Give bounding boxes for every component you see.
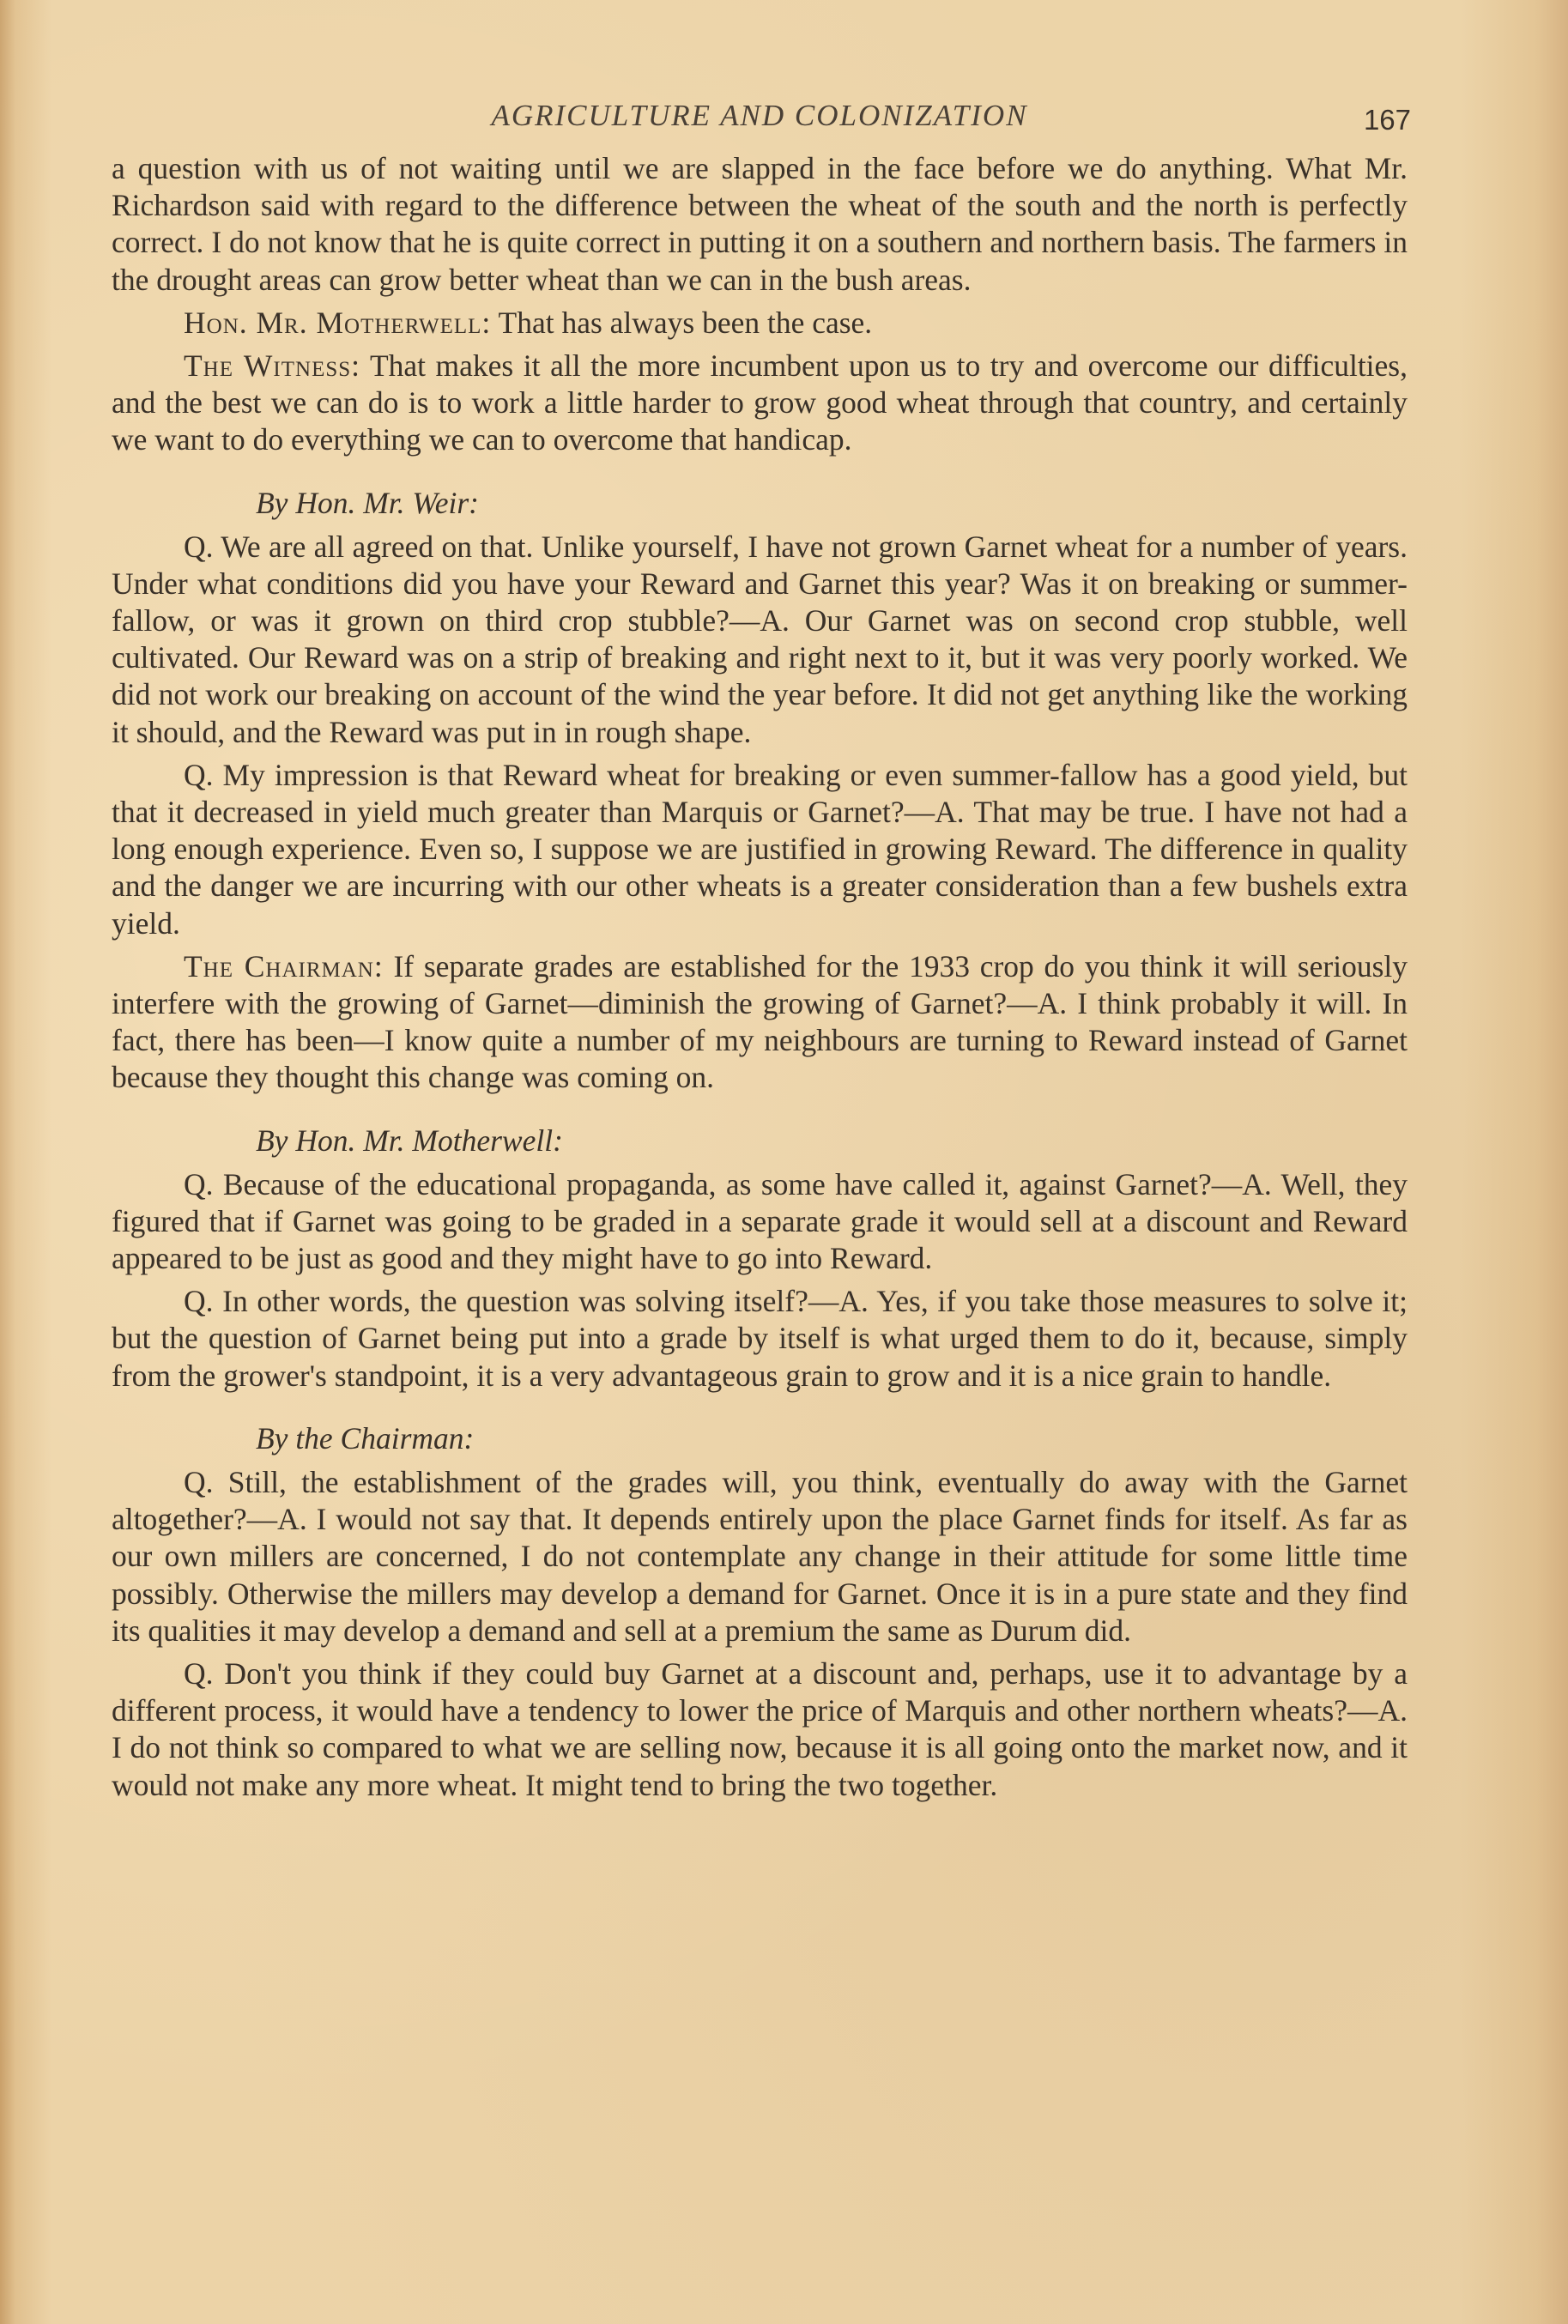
speaker-label: The Chairman: — [184, 948, 384, 983]
examiner-heading: By the Chairman: — [256, 1420, 475, 1456]
speech-text: That has always been the case. — [491, 305, 873, 340]
paragraph: a question with us of not waiting until we are slapped in the face before we do anything. What Mr. Richardson said with regard to the difference between the wheat of the south and the north is perfectly correct. I do not know that he is quite correct in putting it on a southern and northern basis. The farmers in the drought areas can grow better wheat than we can in the bush areas. — [112, 151, 1408, 297]
paragraph — [112, 305, 1408, 342]
speaker-label: The Witness: — [184, 348, 361, 384]
paragraph: Q. Still, the establishment of the grades will, you think, eventually do away with the Garnet altogether?—A. I would not say that. It depends entirely upon the place Garnet finds for itself. As far as our own millers are concerned, I do not contemplate any change in their attitude for some little time possibly. Otherwise the millers may develop a demand for Garnet. Once it is in a pure state and they find its qualities it may develop a demand and sell at a premium the same as Durum did. — [112, 1464, 1408, 1648]
paragraph: Q. We are all agreed on that. Unlike yourself, I have not grown Garnet wheat for a number of years. Under what conditions did you have your Reward and Garnet this year? Was it on breaking or summer-fallow, or was it grown on third crop stubble?—A. Our Garnet was on second crop stubble, well cultivated. Our Reward was on a strip of breaking and right next to it, but it was very poorly worked. We did not work our breaking on account of the wind the year before. It did not get anything like the working it should, and the Reward was put in in rough shape. — [112, 529, 1408, 749]
examiner-heading: By Hon. Mr. Weir: — [256, 485, 479, 520]
paragraph: Q. In other words, the question was solving itself?—A. Yes, if you take those measures to solve it; but the question of Garnet being put into a grade by itself is what urged them to do it, because, simply from the grower's standpoint, it is a very advantageous grain to grow and it is a nice grain to handle. — [112, 1284, 1408, 1393]
speech-text: That makes it all the more incumbent upon us to try and overcome our difficulties, and the best we can do is to work a little harder to grow good wheat through that country, and certainly we want to do everything we can to overcome that handicap. — [112, 348, 1408, 457]
paragraph: Q. My impression is that Reward wheat for breaking or even summer-fallow has a good yield, but that it decreased in yield much greater than Marquis or Garnet?—A. That may be true. I have not had a long enough experience. Even so, I suppose we are justified in growing Reward. The difference in quality and the danger we are incurring with our other wheats is a greater consideration than a few bushels extra yield. — [112, 757, 1408, 941]
body-text — [112, 150, 1408, 1804]
paragraph — [112, 348, 1408, 459]
page-number: 167 — [1363, 104, 1411, 136]
running-title: AGRICULTURE AND COLONIZATION — [491, 99, 1028, 132]
speaker-label: Hon. Mr. Motherwell: — [184, 305, 492, 340]
speech-text: If separate grades are established for the 1933 crop do you think it will seriously interfere with the growing of Garnet—diminish the growing of Garnet?—A. I think probably it will. In fact, there has been—I know quite a number of my neighbours are turning to Reward instead of Garnet because they thought this change was coming on. — [112, 948, 1408, 1095]
page-content — [112, 99, 1411, 1804]
paragraph — [112, 948, 1408, 1097]
running-head — [112, 99, 1411, 150]
paragraph: Q. Because of the educational propaganda, as some have called it, against Garnet?—A. Well, they figured that if Garnet was going to be graded in a separate grade it would sell at a discount and Reward appeared to be just as good and they might have to go into Reward. — [112, 1166, 1408, 1276]
paragraph: Q. Don't you think if they could buy Garnet at a discount and, perhaps, use it to advantage by a different process, it would have a tendency to lower the price of Marquis and other northern wheats?—A. I do not think so compared to what we are selling now, because it is all going onto the market now, and it would not make any more wheat. It might tend to bring the two together. — [112, 1655, 1408, 1802]
examiner-heading: By Hon. Mr. Motherwell: — [256, 1123, 563, 1158]
